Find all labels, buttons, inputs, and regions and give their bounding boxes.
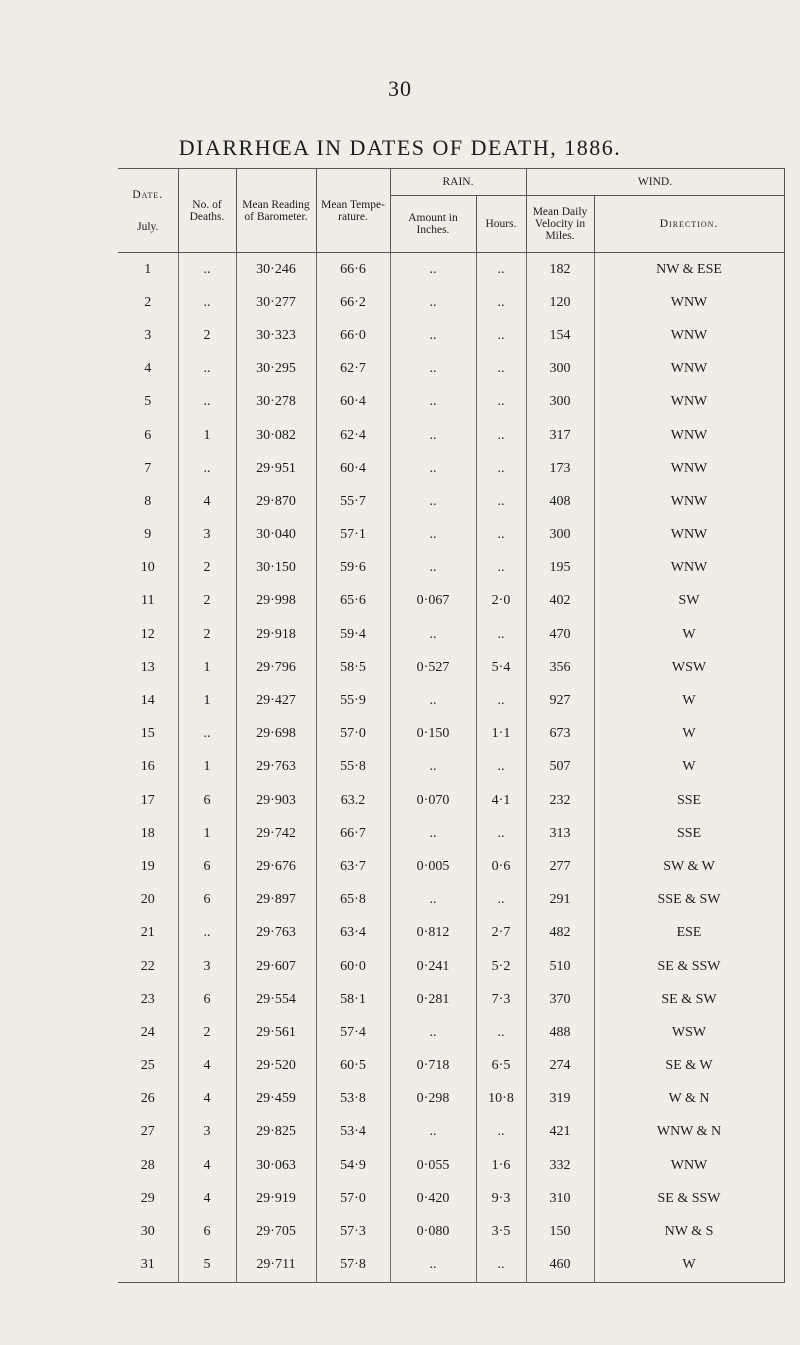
deaths-cell: 1 (178, 817, 236, 850)
deaths-cell: 4 (178, 1149, 236, 1182)
wind-direction-cell: WNW & N (594, 1116, 784, 1149)
rain-amount-cell: 0·281 (390, 983, 476, 1016)
wind-direction-cell: SSE & SW (594, 884, 784, 917)
rain-hours-cell: .. (476, 552, 526, 585)
wind-direction-cell: ESE (594, 917, 784, 950)
rain-hours-cell: .. (476, 751, 526, 784)
temperature-cell: 65·8 (316, 884, 390, 917)
table-row (118, 485, 784, 518)
wind-velocity-cell: 332 (526, 1149, 594, 1182)
table-row (118, 1050, 784, 1083)
rain-amount-cell: .. (390, 419, 476, 452)
rain-amount-cell: .. (390, 552, 476, 585)
rain-amount-cell: 0·812 (390, 917, 476, 950)
wind-direction-cell: WNW (594, 552, 784, 585)
wind-direction-cell: W (594, 751, 784, 784)
rain-amount-cell: .. (390, 286, 476, 319)
deaths-cell: 6 (178, 884, 236, 917)
temperature-cell: 63·7 (316, 850, 390, 883)
day-cell: 2 (144, 294, 152, 310)
temperature-cell: 57·0 (316, 718, 390, 751)
deaths-cell: 1 (178, 751, 236, 784)
temperature-cell: 65·6 (316, 585, 390, 618)
rain-hours-cell: .. (476, 817, 526, 850)
wind-direction-cell: WSW (594, 651, 784, 684)
wind-velocity-cell: 182 (526, 253, 594, 287)
temperature-cell: 66·2 (316, 286, 390, 319)
barometer-cell: 30·246 (236, 253, 316, 287)
rain-hours-cell: 3·5 (476, 1215, 526, 1248)
deaths-cell: 5 (178, 1249, 236, 1283)
day-cell: 24 (140, 1024, 155, 1040)
wind-velocity-cell: 673 (526, 718, 594, 751)
wind-direction-cell: WNW (594, 452, 784, 485)
day-cell: 1 (144, 261, 152, 277)
barometer-cell: 29·897 (236, 884, 316, 917)
wind-direction-cell: W (594, 1249, 784, 1283)
day-cell: 18 (140, 825, 155, 841)
wind-velocity-header: Mean Daily Velocity in Miles. (526, 196, 594, 253)
barometer-cell: 30·323 (236, 319, 316, 352)
deaths-cell: 4 (178, 1083, 236, 1116)
deaths-cell: 6 (178, 1215, 236, 1248)
deaths-cell: .. (178, 353, 236, 386)
date-header-label: Date. (132, 188, 164, 201)
barometer-cell: 30·278 (236, 386, 316, 419)
day-cell: 16 (140, 759, 155, 775)
wind-direction-cell: WNW (594, 319, 784, 352)
rain-amount-cell: 0·718 (390, 1050, 476, 1083)
wind-direction-cell: WNW (594, 419, 784, 452)
wind-velocity-cell: 510 (526, 950, 594, 983)
wind-direction-cell: W (594, 718, 784, 751)
day-cell: 12 (140, 626, 155, 642)
table-header (118, 169, 784, 253)
wind-velocity-cell: 277 (526, 850, 594, 883)
wind-velocity-cell: 313 (526, 817, 594, 850)
wind-velocity-cell: 927 (526, 684, 594, 717)
day-cell: 6 (144, 427, 152, 443)
table-row (118, 419, 784, 452)
rain-amount-cell: 0·070 (390, 784, 476, 817)
month-header-label: July. (137, 220, 159, 233)
temperature-cell: 54·9 (316, 1149, 390, 1182)
rain-hours-cell: .. (476, 684, 526, 717)
barometer-cell: 29·763 (236, 751, 316, 784)
wind-direction-cell: WNW (594, 519, 784, 552)
wind-velocity-cell: 120 (526, 286, 594, 319)
table-row (118, 784, 784, 817)
rain-hours-cell: .. (476, 386, 526, 419)
barometer-cell: 29·711 (236, 1249, 316, 1283)
day-cell: 17 (140, 792, 155, 808)
rain-amount-cell: 0·420 (390, 1182, 476, 1215)
wind-direction-cell: WNW (594, 386, 784, 419)
rain-hours-cell: 6·5 (476, 1050, 526, 1083)
barometer-cell: 29·763 (236, 917, 316, 950)
wind-direction-cell: WNW (594, 353, 784, 386)
table-row (118, 386, 784, 419)
deaths-cell: .. (178, 917, 236, 950)
barometer-cell: 30·063 (236, 1149, 316, 1182)
temperature-cell: 55·7 (316, 485, 390, 518)
deaths-cell: 4 (178, 1182, 236, 1215)
rain-header: RAIN. (390, 169, 526, 196)
table-row (118, 452, 784, 485)
rain-hours-cell: .. (476, 286, 526, 319)
wind-velocity-cell: 507 (526, 751, 594, 784)
temperature-cell: 57·4 (316, 1016, 390, 1049)
wind-velocity-cell: 300 (526, 353, 594, 386)
table-row (118, 684, 784, 717)
temperature-cell: 63.2 (316, 784, 390, 817)
table-row (118, 1149, 784, 1182)
barometer-cell: 29·825 (236, 1116, 316, 1149)
wind-velocity-cell: 310 (526, 1182, 594, 1215)
rain-amount-cell: .. (390, 452, 476, 485)
table-row (118, 917, 784, 950)
temperature-cell: 60·4 (316, 386, 390, 419)
table-row (118, 286, 784, 319)
rain-amount-cell: 0·055 (390, 1149, 476, 1182)
deaths-cell: 3 (178, 519, 236, 552)
deaths-cell: 3 (178, 950, 236, 983)
table-row (118, 1249, 784, 1283)
rain-hours-cell: .. (476, 452, 526, 485)
wind-direction-cell: SE & SW (594, 983, 784, 1016)
rain-hours-cell: 0·6 (476, 850, 526, 883)
rain-amount-cell: 0·005 (390, 850, 476, 883)
day-cell: 13 (140, 659, 155, 675)
barometer-cell: 29·918 (236, 618, 316, 651)
temperature-cell: 60·0 (316, 950, 390, 983)
temperature-cell: 62·4 (316, 419, 390, 452)
temperature-cell: 57·1 (316, 519, 390, 552)
barometer-cell: 29·520 (236, 1050, 316, 1083)
rain-amount-cell: .. (390, 817, 476, 850)
temperature-cell: 58·5 (316, 651, 390, 684)
wind-direction-cell: NW & ESE (594, 253, 784, 287)
table-row (118, 950, 784, 983)
barometer-cell: 29·561 (236, 1016, 316, 1049)
temperature-header: Mean Tempe-rature. (316, 169, 390, 253)
barometer-cell: 29·607 (236, 950, 316, 983)
deaths-cell: 2 (178, 319, 236, 352)
deaths-cell: 4 (178, 1050, 236, 1083)
rain-amount-cell: .. (390, 1249, 476, 1283)
barometer-cell: 29·698 (236, 718, 316, 751)
barometer-cell: 30·295 (236, 353, 316, 386)
rain-hours-cell: .. (476, 1249, 526, 1283)
deaths-cell: 2 (178, 618, 236, 651)
barometer-cell: 30·082 (236, 419, 316, 452)
day-cell: 3 (144, 327, 152, 343)
rain-hours-cell: .. (476, 253, 526, 287)
day-cell: 31 (140, 1257, 155, 1273)
temperature-cell: 66·6 (316, 253, 390, 287)
wind-velocity-cell: 232 (526, 784, 594, 817)
wind-velocity-cell: 291 (526, 884, 594, 917)
page-number: 30 (388, 76, 412, 101)
rain-amount-cell: 0·527 (390, 651, 476, 684)
table-row (118, 353, 784, 386)
table-row (118, 983, 784, 1016)
barometer-cell: 29·459 (236, 1083, 316, 1116)
barometer-cell: 29·705 (236, 1215, 316, 1248)
day-cell: 4 (144, 361, 152, 377)
wind-velocity-cell: 470 (526, 618, 594, 651)
rain-hours-cell: 5·4 (476, 651, 526, 684)
deaths-cell: .. (178, 286, 236, 319)
day-cell: 15 (140, 726, 155, 742)
day-cell: 28 (140, 1157, 155, 1173)
barometer-cell: 29·919 (236, 1182, 316, 1215)
deaths-cell: 2 (178, 585, 236, 618)
wind-velocity-cell: 488 (526, 1016, 594, 1049)
table-row (118, 1016, 784, 1049)
barometer-cell: 29·742 (236, 817, 316, 850)
temperature-cell: 55·9 (316, 684, 390, 717)
wind-direction-cell: SE & W (594, 1050, 784, 1083)
barometer-cell: 29·427 (236, 684, 316, 717)
barometer-cell: 29·951 (236, 452, 316, 485)
deaths-cell: .. (178, 386, 236, 419)
rain-hours-cell: .. (476, 884, 526, 917)
rain-amount-header: Amount in Inches. (390, 196, 476, 253)
deaths-cell: 6 (178, 784, 236, 817)
rain-hours-cell: .. (476, 319, 526, 352)
wind-direction-cell: SSE (594, 817, 784, 850)
day-cell: 23 (140, 991, 155, 1007)
rain-amount-cell: .. (390, 684, 476, 717)
temperature-cell: 59·4 (316, 618, 390, 651)
barometer-cell: 29·796 (236, 651, 316, 684)
rain-amount-cell: .. (390, 618, 476, 651)
temperature-cell: 57·0 (316, 1182, 390, 1215)
rain-amount-cell: 0·067 (390, 585, 476, 618)
wind-direction-cell: WSW (594, 1016, 784, 1049)
wind-velocity-cell: 317 (526, 419, 594, 452)
deaths-cell: .. (178, 452, 236, 485)
table-row (118, 319, 784, 352)
wind-direction-cell: NW & S (594, 1215, 784, 1248)
deaths-cell: 6 (178, 983, 236, 1016)
table-row (118, 850, 784, 883)
rain-hours-cell: 1·1 (476, 718, 526, 751)
temperature-cell: 60·4 (316, 452, 390, 485)
weather-deaths-table (118, 168, 785, 1283)
date-header (118, 169, 178, 253)
day-cell: 14 (140, 693, 155, 709)
rain-hours-cell: 2·7 (476, 917, 526, 950)
wind-direction-cell: W (594, 618, 784, 651)
wind-velocity-cell: 150 (526, 1215, 594, 1248)
table-row (118, 1083, 784, 1116)
day-cell: 29 (140, 1190, 155, 1206)
temperature-cell: 53·4 (316, 1116, 390, 1149)
rain-hours-cell: 1·6 (476, 1149, 526, 1182)
wind-velocity-cell: 173 (526, 452, 594, 485)
deaths-cell: 2 (178, 1016, 236, 1049)
rain-amount-cell: .. (390, 1016, 476, 1049)
rain-amount-cell: 0·241 (390, 950, 476, 983)
day-cell: 21 (140, 925, 155, 941)
rain-hours-cell: 10·8 (476, 1083, 526, 1116)
wind-header: WIND. (526, 169, 784, 196)
rain-hours-cell: .. (476, 1016, 526, 1049)
rain-hours-cell: 2·0 (476, 585, 526, 618)
barometer-cell: 29·870 (236, 485, 316, 518)
wind-velocity-cell: 154 (526, 319, 594, 352)
wind-direction-cell: SW & W (594, 850, 784, 883)
wind-velocity-cell: 370 (526, 983, 594, 1016)
deaths-cell: 2 (178, 552, 236, 585)
barometer-cell: 29·554 (236, 983, 316, 1016)
wind-velocity-cell: 408 (526, 485, 594, 518)
rain-hours-cell: .. (476, 519, 526, 552)
day-cell: 7 (144, 460, 152, 476)
deaths-cell: 1 (178, 651, 236, 684)
rain-amount-cell: .. (390, 1116, 476, 1149)
deaths-header: No. of Deaths. (178, 169, 236, 253)
wind-direction-cell: W (594, 684, 784, 717)
table-row (118, 1182, 784, 1215)
barometer-cell: 30·277 (236, 286, 316, 319)
temperature-cell: 60·5 (316, 1050, 390, 1083)
rain-amount-cell: 0·080 (390, 1215, 476, 1248)
temperature-cell: 62·7 (316, 353, 390, 386)
barometer-cell: 29·676 (236, 850, 316, 883)
day-cell: 11 (141, 593, 155, 609)
wind-direction-cell: SSE (594, 784, 784, 817)
barometer-cell: 30·040 (236, 519, 316, 552)
rain-hours-header: Hours. (476, 196, 526, 253)
wind-direction-cell: WNW (594, 485, 784, 518)
rain-hours-cell: .. (476, 618, 526, 651)
rain-hours-cell: 4·1 (476, 784, 526, 817)
barometer-cell: 30·150 (236, 552, 316, 585)
table-row (118, 253, 784, 287)
table-row (118, 1116, 784, 1149)
barometer-cell: 29·998 (236, 585, 316, 618)
temperature-cell: 63·4 (316, 917, 390, 950)
rain-amount-cell: .. (390, 319, 476, 352)
table-row (118, 585, 784, 618)
deaths-cell: 1 (178, 419, 236, 452)
day-cell: 27 (140, 1124, 155, 1140)
rain-amount-cell: .. (390, 253, 476, 287)
table-row (118, 817, 784, 850)
wind-direction-cell: WNW (594, 1149, 784, 1182)
rain-amount-cell: .. (390, 353, 476, 386)
deaths-cell: .. (178, 253, 236, 287)
wind-velocity-cell: 460 (526, 1249, 594, 1283)
rain-amount-cell: .. (390, 884, 476, 917)
wind-velocity-cell: 402 (526, 585, 594, 618)
table-row (118, 1215, 784, 1248)
table-row (118, 751, 784, 784)
deaths-cell: 6 (178, 850, 236, 883)
temperature-cell: 57·8 (316, 1249, 390, 1283)
deaths-cell: .. (178, 718, 236, 751)
rain-amount-cell: 0·150 (390, 718, 476, 751)
rain-hours-cell: .. (476, 419, 526, 452)
table-row (118, 552, 784, 585)
wind-velocity-cell: 319 (526, 1083, 594, 1116)
wind-velocity-cell: 274 (526, 1050, 594, 1083)
temperature-cell: 58·1 (316, 983, 390, 1016)
weather-deaths-table-container (118, 168, 784, 1283)
day-cell: 20 (140, 892, 155, 908)
barometer-header: Mean Reading of Barometer. (236, 169, 316, 253)
temperature-cell: 53·8 (316, 1083, 390, 1116)
table-row (118, 519, 784, 552)
day-cell: 8 (144, 493, 152, 509)
rain-amount-cell: .. (390, 751, 476, 784)
temperature-cell: 57·3 (316, 1215, 390, 1248)
rain-hours-cell: 9·3 (476, 1182, 526, 1215)
wind-velocity-cell: 356 (526, 651, 594, 684)
day-cell: 10 (140, 560, 155, 576)
temperature-cell: 55·8 (316, 751, 390, 784)
rain-amount-cell: .. (390, 386, 476, 419)
table-row (118, 651, 784, 684)
page-title: DIARRHŒA IN DATES OF DEATH, 1886. (178, 135, 622, 160)
day-cell: 30 (140, 1224, 155, 1240)
wind-velocity-cell: 421 (526, 1116, 594, 1149)
rain-hours-cell: .. (476, 353, 526, 386)
day-cell: 26 (140, 1091, 155, 1107)
barometer-cell: 29·903 (236, 784, 316, 817)
day-cell: 9 (144, 527, 152, 543)
table-row (118, 718, 784, 751)
wind-direction-cell: SW (594, 585, 784, 618)
wind-velocity-cell: 482 (526, 917, 594, 950)
deaths-cell: 1 (178, 684, 236, 717)
rain-amount-cell: .. (390, 519, 476, 552)
rain-amount-cell: .. (390, 485, 476, 518)
rain-hours-cell: 7·3 (476, 983, 526, 1016)
table-body (118, 253, 784, 1283)
day-cell: 22 (140, 958, 155, 974)
rain-hours-cell: .. (476, 1116, 526, 1149)
deaths-cell: 4 (178, 485, 236, 518)
temperature-cell: 66·0 (316, 319, 390, 352)
day-cell: 19 (140, 858, 155, 874)
table-row (118, 618, 784, 651)
wind-velocity-cell: 300 (526, 386, 594, 419)
day-cell: 5 (144, 394, 152, 410)
wind-direction-cell: WNW (594, 286, 784, 319)
rain-hours-cell: .. (476, 485, 526, 518)
temperature-cell: 66·7 (316, 817, 390, 850)
wind-direction-cell: SE & SSW (594, 1182, 784, 1215)
wind-velocity-cell: 300 (526, 519, 594, 552)
rain-amount-cell: 0·298 (390, 1083, 476, 1116)
wind-direction-header: Direction. (594, 196, 784, 253)
deaths-cell: 3 (178, 1116, 236, 1149)
wind-velocity-cell: 195 (526, 552, 594, 585)
temperature-cell: 59·6 (316, 552, 390, 585)
rain-hours-cell: 5·2 (476, 950, 526, 983)
wind-direction-cell: W & N (594, 1083, 784, 1116)
table-row (118, 884, 784, 917)
day-cell: 25 (140, 1058, 155, 1074)
wind-direction-cell: SE & SSW (594, 950, 784, 983)
